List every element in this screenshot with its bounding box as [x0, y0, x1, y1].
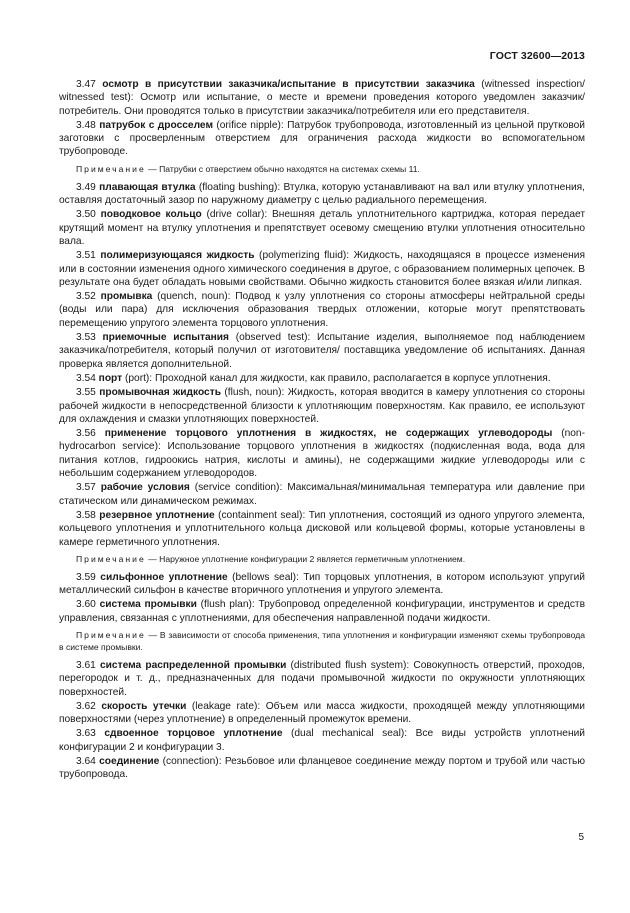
term-3-53: 3.53 приемочные испытания (observed test): Испытание изделия, выполняемое под наблюдением заказчика/потребителя, который получил от изготовителя/ поставщика уведомление об испытаниях. Данная проверка является дополнительной. — [59, 332, 585, 370]
term-3-56: 3.56 применение торцового уплотнения в жидкостях, не содержащих углеводороды (non-hydrocarbon service): Использование торцового уплотнения в жидкостях (подкисленная вода, вода для питания котлов, гидроокись натрия, кислоты и амины), не содержащими жидкие углеводороды или с небольшим содержанием углеводородов. — [59, 428, 585, 480]
term-3-55: 3.55 промывочная жидкость (flush, noun): Жидкость, которая вводится в камеру уплотнения со стороны рабочей жидкости в непосредственной близости к уплотняющим поверхностям. Как правило, ее используют для охлаждения и смазки уплотняющих поверхностей. — [59, 387, 585, 425]
term-3-57: 3.57 рабочие условия (service condition): Максимальная/минимальная температура или давление при статическом или динамическом режимах. — [59, 482, 585, 507]
term-3-61: 3.61 система распределенной промывки (distributed flush system): Совокупность отверстий, проходов, перегородок и т. д., предназначенных для подачи промывочной жидкости по окружности уплотняющих поверхностей. — [59, 659, 585, 698]
term-3-54: 3.54 порт (port): Проходной канал для жидкости, как правило, располагается в корпусе уплотнения. — [76, 372, 551, 384]
term-3-63: 3.63 сдвоенное торцовое уплотнение (dual mechanical seal): Все виды устройств уплотнений конфигурации 2 и конфигурации 3. — [59, 728, 585, 753]
document-body — [59, 78, 585, 783]
term-3-58: 3.58 резервное уплотнение (containment seal): Тип уплотнения, состоящий из одного упругого элемента, кольцевого уплотнения и уплотнительного кольца дисковой или кольцевой формы, которые установлены в камере герметичного уплотнения. — [59, 509, 585, 548]
term-3-50: 3.50 поводковое кольцо (drive collar): Внешняя деталь уплотнительного картриджа, которая передает крутящий момент на втулку уплотнения и препятствует осевому смещению втулки уплотнения относительно вала. — [59, 209, 585, 247]
term-3-47: 3.47 осмотр в присутствии заказчика/испытание в присутствии заказчика (witnessed inspection/ witnessed test): Осмотр или испытание, о месте и времени проведения которого уведомлен заказчик/потребитель. Они проводятся только в присутствии заказчика/потребителя или его представителя. — [59, 79, 585, 117]
term-3-52: 3.52 промывка (quench, noun): Подвод к узлу уплотнения со стороны атмосферы нейтральной среды (воды или пара) для исключения образования твердых отложении, которые могут препятствовать перемещению упругого элемента торцового уплотнения. — [59, 291, 585, 329]
term-3-51: 3.51 полимеризующаяся жидкость (polymerizing fluid): Жидкость, находящаяся в процессе изменения или в состоянии изменения одного химического соединения в другое, с образованием полимерных цепочек. В результате она будет обладать новыми свойствами. Обычно жидкость становится более вязкая и/или липкая. — [59, 250, 585, 288]
term-3-49: 3.49 плавающая втулка (floating bushing): Втулка, которую устанавливают на вал или втулку уплотнения, оставляя достаточный зазор по наружному диаметру с целью радиального перемещения. — [59, 181, 585, 207]
term-3-60: 3.60 система промывки (flush plan): Трубопровод определенной конфигурации, инструментов и средств управления, связанная с уплотнениями, для обеспечения направленной подачи жидкости. — [59, 599, 585, 624]
term-3-64: 3.64 соединение (connection): Резьбовое или фланцевое соединение между портом и трубой или частью трубопровода. — [59, 756, 585, 781]
term-3-59: 3.59 сильфонное уплотнение (bellows seal): Тип торцовых уплотнения, в котором используют упругий металлический сильфон в качестве вторичного уплотнения и упругого элемента. — [59, 571, 585, 597]
note-flush-plan: Примечание — В зависимости от способа применения, типа уплотнения и конфигурации изменяют схемы трубопровода в системе промывки. — [59, 629, 585, 652]
term-3-62: 3.62 скорость утечки (leakage rate): Объем или масса жидкости, проходящей между уплотняющими поверхностями (через уплотнение) в определенный промежуток времени. — [59, 700, 585, 726]
document-code-header: ГОСТ 32600—2013 — [489, 50, 585, 62]
page-number: 5 — [578, 832, 584, 843]
note-orifice-nipple: Примечание — Патрубки с отверстием обычно находятся на системах схемы 11. — [76, 163, 420, 174]
term-3-48: 3.48 патрубок с дросселем (orifice nipple): Патрубок трубопровода, изготовленный из цельной прутковой заготовки с просверленным отверстием для ограничения расхода жидкости во вспомогательном трубопроводе. — [59, 119, 585, 158]
note-containment-seal: Примечание — Наружное уплотнение конфигурации 2 является герметичным уплотнением. — [76, 553, 466, 564]
